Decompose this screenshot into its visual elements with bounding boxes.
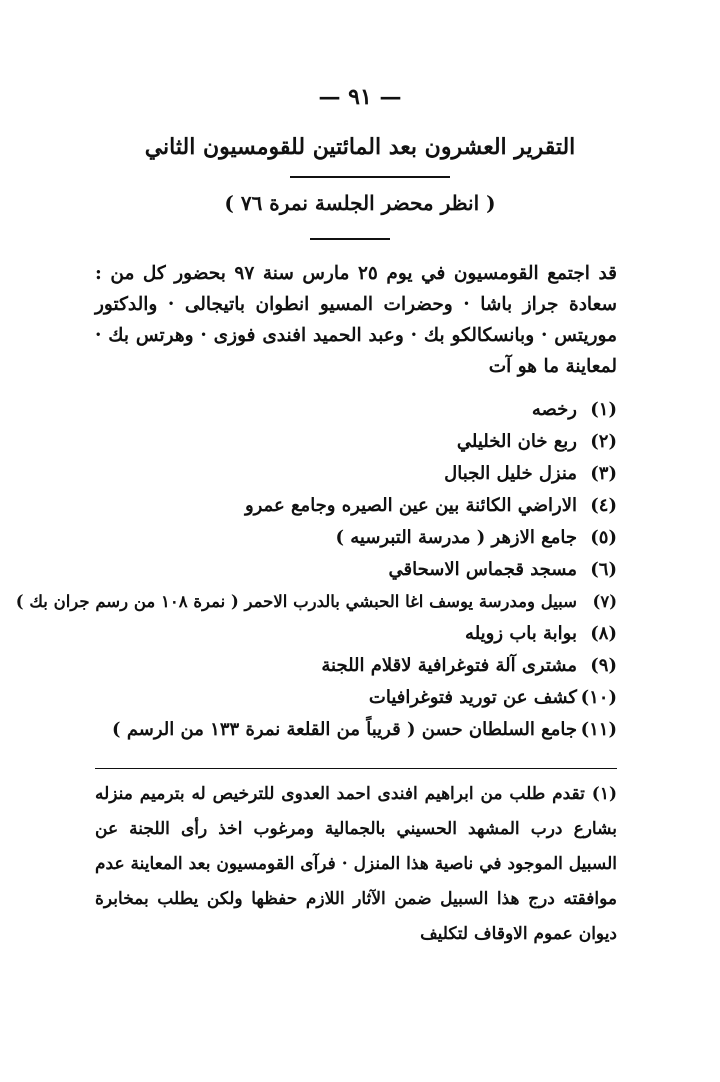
list-item xyxy=(60,682,617,714)
subtitle-rule xyxy=(310,238,390,240)
footnote-paragraph: (١) تقدم طلب من ابراهيم افندى احمد العدوى للترخيص له بترميم منزله بشارع درب المشهد الحسيني بالجمالية ومرغوب اخذ رأى اللجنة عن السبيل الموجود في ناصية هذا المنزل · فرآى القومسيون بعد المعاينة عدم موافقته درج هذا السبيل ضمن الآثار اللازم حفظها ولكن يطلب بمخابرة ديوان عموم الاوقاف لتكليف xyxy=(95,784,617,944)
list-item xyxy=(60,490,617,522)
item-text: مشترى آلة فتوغرافية لاقلام اللجنة xyxy=(321,655,577,676)
agenda-list xyxy=(15,394,617,746)
item-number: (٥) xyxy=(590,527,617,548)
item-text: مسجد قجماس الاسحاقي xyxy=(388,559,577,580)
item-text: جامع الازهر ( مدرسة التبرسيه ) xyxy=(335,527,577,548)
item-text: الاراضي الكائنة بين عين الصيره وجامع عمرو xyxy=(244,495,577,516)
session-reference: ( انظر محضر الجلسة نمرة ٧٦ ) xyxy=(224,191,496,215)
list-item xyxy=(60,714,617,746)
item-text: بوابة باب زويله xyxy=(465,623,577,644)
list-item xyxy=(60,554,617,586)
page-number: — ٩١ — xyxy=(318,84,402,110)
item-text: ربع خان الخليلي xyxy=(456,431,577,452)
list-item xyxy=(60,650,617,682)
item-number: (٧) xyxy=(592,592,617,611)
item-number: (٤) xyxy=(590,495,617,516)
list-item xyxy=(60,618,617,650)
item-number: (٣) xyxy=(590,463,617,484)
item-text: منزل خليل الجبال xyxy=(444,463,577,484)
item-number: (١١) xyxy=(580,719,617,740)
list-item xyxy=(60,394,617,426)
item-number: (٦) xyxy=(590,559,617,580)
list-item xyxy=(15,586,617,618)
item-text: رخصه xyxy=(531,399,577,420)
footnote-separator xyxy=(95,768,617,769)
list-item xyxy=(60,458,617,490)
item-number: (٩) xyxy=(590,655,617,676)
intro-paragraph: قد اجتمع القومسيون في يوم ٢٥ مارس سنة ٩٧ بحضور كل من : سعادة جراز باشا · وحضرات المسيو انطوان باتيجالى · والدكتور موريتس · وبانسكالكو بك · وعبد الحميد افندى فوزى · وهرتس بك · لمعاينة ما هو آت xyxy=(95,263,618,377)
item-text: سبيل ومدرسة يوسف اغا الحبشي بالدرب الاحمر ( نمرة ١٠٨ من رسم جران بك ) xyxy=(15,592,577,611)
list-item xyxy=(60,426,617,458)
item-text: كشف عن توريد فتوغرافيات xyxy=(368,687,577,708)
item-number: (٢) xyxy=(590,431,617,452)
title-rule xyxy=(290,176,450,178)
list-item xyxy=(60,522,617,554)
item-number: (٨) xyxy=(590,623,617,644)
item-number: (١٠) xyxy=(580,687,617,708)
item-number: (١) xyxy=(590,399,617,420)
item-text: جامع السلطان حسن ( قريباً من القلعة نمرة ١٣٣ من الرسم ) xyxy=(112,719,577,740)
report-title: التقرير العشرون بعد المائتين للقومسيون الثاني xyxy=(144,134,576,160)
